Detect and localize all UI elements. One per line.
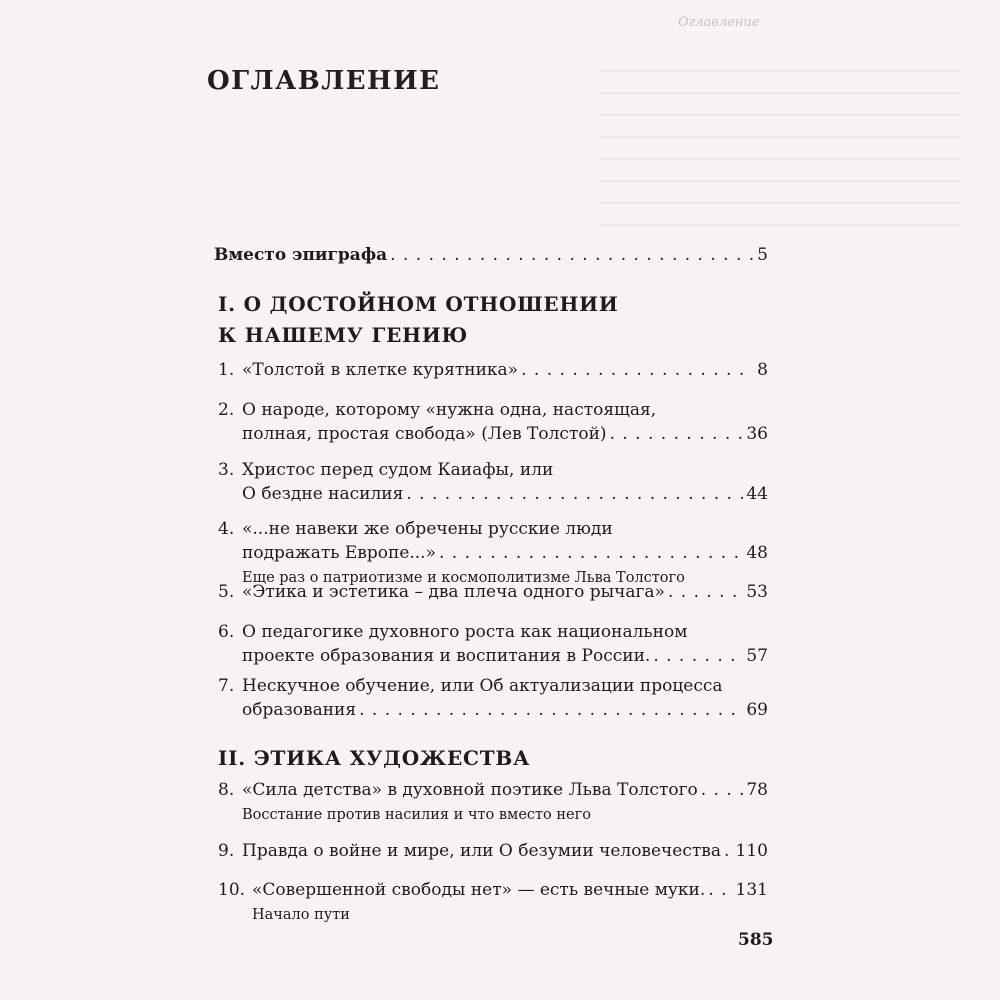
toc-entry-number: 6. bbox=[218, 622, 235, 642]
leader-dots bbox=[653, 644, 743, 668]
toc-entry-7[interactable] bbox=[218, 674, 768, 722]
toc-entry-title: «...не навеки же обречены русские люди bbox=[242, 519, 613, 539]
toc-entry-8[interactable] bbox=[218, 778, 768, 826]
toc-entry-10[interactable] bbox=[218, 878, 768, 926]
toc-page-number: 110 bbox=[735, 841, 768, 861]
toc-entry-number: 7. bbox=[218, 676, 235, 696]
toc-entry-subtitle: Начало пути bbox=[252, 907, 350, 923]
leader-dots bbox=[390, 243, 753, 267]
toc-entry-5[interactable] bbox=[218, 580, 768, 604]
toc-page-number: 8 bbox=[757, 360, 768, 380]
toc-entry-9[interactable] bbox=[218, 839, 768, 863]
section-heading-line: К НАШЕМУ ГЕНИЮ bbox=[218, 323, 469, 347]
toc-entry-title-cont: подражать Европе...» bbox=[242, 543, 436, 563]
toc-page-number: 78 bbox=[746, 780, 768, 800]
section-heading-line: II. ЭТИКА ХУДОЖЕСТВА bbox=[218, 746, 531, 770]
toc-entry-title: «Этика и эстетика – два плеча одного рычага» bbox=[242, 582, 665, 602]
leader-dots bbox=[359, 698, 743, 722]
section-heading-part-2 bbox=[218, 743, 530, 774]
toc-entry-title-cont: образования bbox=[242, 700, 357, 720]
toc-page-number: 53 bbox=[746, 582, 768, 602]
toc-page-number: 5 bbox=[757, 245, 768, 265]
toc-entry-label: Вместо эпиграфа bbox=[214, 245, 388, 265]
toc-entry-title: Правда о войне и мире, или О безумии человечества bbox=[242, 841, 721, 861]
leader-dots bbox=[521, 358, 753, 382]
toc-entry-title-cont: полная, простая свобода» (Лев Толстой) bbox=[242, 424, 607, 444]
toc-entry-title: О педагогике духовного роста как национальном bbox=[242, 622, 688, 642]
toc-entry-3[interactable] bbox=[218, 458, 768, 506]
toc-entry-2[interactable] bbox=[218, 398, 768, 446]
toc-entry-number: 9. bbox=[218, 841, 235, 861]
running-header: Оглавление bbox=[678, 15, 760, 30]
toc-page-number: 44 bbox=[746, 484, 768, 504]
leader-dots bbox=[701, 778, 744, 802]
leader-dots bbox=[610, 422, 744, 446]
toc-entry-number: 5. bbox=[218, 582, 235, 602]
toc-entry-title: «Совершенной свободы нет» — есть вечные муки. bbox=[252, 880, 706, 900]
leader-dots bbox=[439, 541, 743, 565]
show-through-texture bbox=[600, 70, 960, 240]
toc-entry-title-cont: проекте образования и воспитания в России. bbox=[242, 646, 651, 666]
toc-entry-title: Христос перед судом Каиафы, или bbox=[242, 460, 554, 480]
toc-entry-number: 3. bbox=[218, 460, 235, 480]
section-heading-part-1 bbox=[218, 289, 619, 351]
toc-entry-epigraph[interactable] bbox=[214, 243, 768, 267]
toc-entry-title: «Сила детства» в духовной поэтике Льва Толстого bbox=[242, 780, 698, 800]
toc-entry-title: Нескучное обучение, или Об актуализации процесса bbox=[242, 676, 723, 696]
toc-page-number: 57 bbox=[746, 646, 768, 666]
toc-entry-6[interactable] bbox=[218, 620, 768, 668]
toc-entry-1[interactable] bbox=[218, 358, 768, 382]
page-number: 585 bbox=[738, 930, 774, 950]
toc-entry-number: 8. bbox=[218, 780, 235, 800]
toc-entry-title: О народе, которому «нужна одна, настоящая, bbox=[242, 400, 657, 420]
toc-page-number: 69 bbox=[746, 700, 768, 720]
toc-page-number: 131 bbox=[735, 880, 768, 900]
toc-entry-subtitle: Еще раз о патриотизме и космополитизме Льва Толстого bbox=[242, 570, 685, 586]
toc-entry-number: 4. bbox=[218, 519, 235, 539]
toc-entry-title-cont: О бездне насилия bbox=[242, 484, 404, 504]
toc-page-number: 36 bbox=[746, 424, 768, 444]
toc-entry-4[interactable] bbox=[218, 517, 768, 589]
leader-dots bbox=[406, 482, 743, 506]
toc-entry-number: 10. bbox=[218, 880, 246, 900]
toc-entry-subtitle: Восстание против насилия и что вместо него bbox=[242, 807, 591, 823]
leader-dots bbox=[708, 878, 732, 902]
toc-entry-title: «Толстой в клетке курятника» bbox=[242, 360, 519, 380]
page-title: ОГЛАВЛЕНИЕ bbox=[207, 66, 441, 96]
leader-dots bbox=[668, 580, 743, 604]
toc-page-number: 48 bbox=[746, 543, 768, 563]
leader-dots bbox=[724, 839, 733, 863]
toc-entry-number: 1. bbox=[218, 360, 235, 380]
toc-entry-number: 2. bbox=[218, 400, 235, 420]
section-heading-line: I. О ДОСТОЙНОМ ОТНОШЕНИИ bbox=[218, 292, 619, 316]
